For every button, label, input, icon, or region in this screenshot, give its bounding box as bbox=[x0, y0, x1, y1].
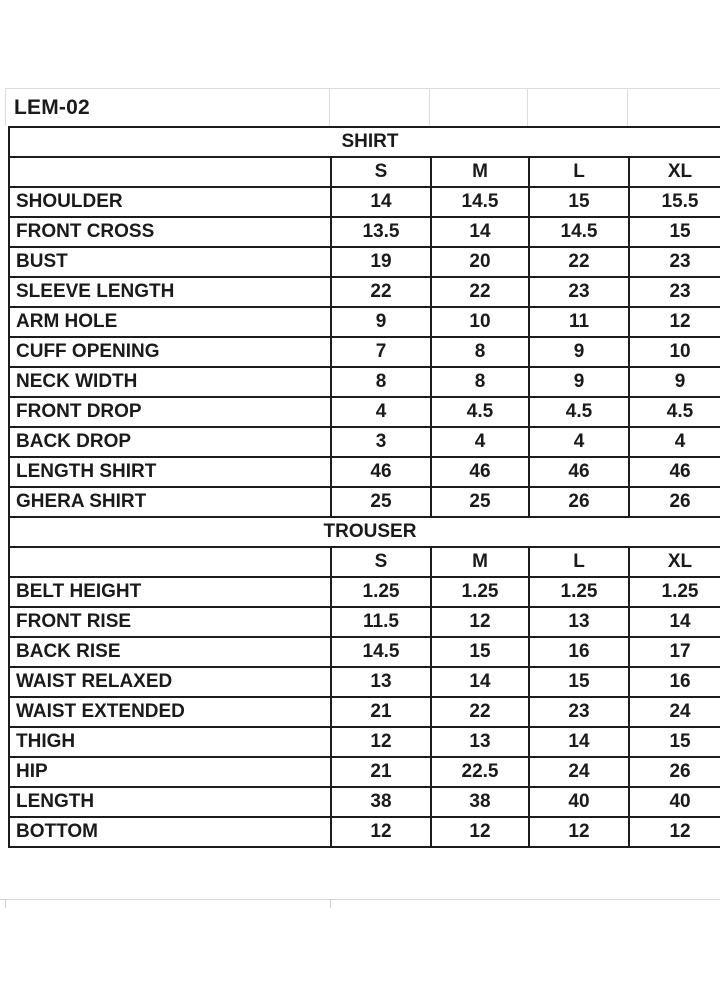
cell-value-s: 14 bbox=[331, 187, 431, 217]
cell-value-xl: 12 bbox=[629, 307, 720, 337]
table-row bbox=[9, 367, 720, 397]
cell-value-s: 21 bbox=[331, 697, 431, 727]
faint-gridline-stub bbox=[5, 899, 6, 908]
row-label: ARM HOLE bbox=[9, 307, 331, 337]
cell-value-m: 25 bbox=[431, 487, 529, 517]
cell-value-s: 7 bbox=[331, 337, 431, 367]
cell-value-xl: 4.5 bbox=[629, 397, 720, 427]
cell-value-s: 12 bbox=[331, 727, 431, 757]
cell-value-l: 11 bbox=[529, 307, 629, 337]
size-chart-table bbox=[8, 126, 720, 848]
cell-value-l: 9 bbox=[529, 337, 629, 367]
cell-value-s: 25 bbox=[331, 487, 431, 517]
cell-value-xl: 4 bbox=[629, 427, 720, 457]
cell-value-xl: 23 bbox=[629, 247, 720, 277]
sheet-label: LEM-02 bbox=[14, 95, 90, 119]
cell-value-m: 20 bbox=[431, 247, 529, 277]
cell-value-s: 14.5 bbox=[331, 637, 431, 667]
cell-value-l: 14.5 bbox=[529, 217, 629, 247]
trouser-section-title: TROUSER bbox=[9, 517, 720, 547]
corner-empty-cell bbox=[9, 547, 331, 577]
cell-value-l: 22 bbox=[529, 247, 629, 277]
cell-value-xl: 15.5 bbox=[629, 187, 720, 217]
row-label: BACK RISE bbox=[9, 637, 331, 667]
cell-value-xl: 24 bbox=[629, 697, 720, 727]
table-row bbox=[9, 277, 720, 307]
cell-value-m: 4.5 bbox=[431, 397, 529, 427]
cell-value-xl: 9 bbox=[629, 367, 720, 397]
cell-value-s: 1.25 bbox=[331, 577, 431, 607]
size-column-header-l: L bbox=[529, 547, 629, 577]
trouser-title-row bbox=[9, 517, 720, 547]
row-label: CUFF OPENING bbox=[9, 337, 331, 367]
empty-grid-cell bbox=[330, 89, 430, 126]
cell-value-m: 1.25 bbox=[431, 577, 529, 607]
cell-value-xl: 17 bbox=[629, 637, 720, 667]
cell-value-xl: 26 bbox=[629, 757, 720, 787]
table-row bbox=[9, 397, 720, 427]
trouser-section-body bbox=[9, 577, 720, 847]
size-column-header-s: S bbox=[331, 157, 431, 187]
cell-value-l: 14 bbox=[529, 727, 629, 757]
cell-value-s: 21 bbox=[331, 757, 431, 787]
empty-grid-cell bbox=[430, 89, 528, 126]
cell-value-l: 9 bbox=[529, 367, 629, 397]
row-label: FRONT CROSS bbox=[9, 217, 331, 247]
cell-value-s: 38 bbox=[331, 787, 431, 817]
row-label: THIGH bbox=[9, 727, 331, 757]
cell-value-s: 12 bbox=[331, 817, 431, 847]
cell-value-xl: 40 bbox=[629, 787, 720, 817]
cell-value-xl: 15 bbox=[629, 727, 720, 757]
cell-value-l: 23 bbox=[529, 277, 629, 307]
cell-value-m: 10 bbox=[431, 307, 529, 337]
cell-value-s: 8 bbox=[331, 367, 431, 397]
cell-value-l: 46 bbox=[529, 457, 629, 487]
row-label: GHERA SHIRT bbox=[9, 487, 331, 517]
cell-value-xl: 15 bbox=[629, 217, 720, 247]
row-label: HIP bbox=[9, 757, 331, 787]
table-row bbox=[9, 217, 720, 247]
cell-value-l: 24 bbox=[529, 757, 629, 787]
sheet-label-cell bbox=[5, 89, 330, 126]
table-row bbox=[9, 337, 720, 367]
cell-value-m: 13 bbox=[431, 727, 529, 757]
row-label: LENGTH bbox=[9, 787, 331, 817]
row-label: WAIST EXTENDED bbox=[9, 697, 331, 727]
row-label: SLEEVE LENGTH bbox=[9, 277, 331, 307]
cell-value-s: 9 bbox=[331, 307, 431, 337]
row-label: BOTTOM bbox=[9, 817, 331, 847]
cell-value-m: 8 bbox=[431, 337, 529, 367]
cell-value-l: 40 bbox=[529, 787, 629, 817]
cell-value-xl: 16 bbox=[629, 667, 720, 697]
cell-value-l: 1.25 bbox=[529, 577, 629, 607]
table-row bbox=[9, 187, 720, 217]
cell-value-l: 26 bbox=[529, 487, 629, 517]
faint-gridline-bottom bbox=[0, 899, 720, 900]
table-row bbox=[9, 817, 720, 847]
row-label: BELT HEIGHT bbox=[9, 577, 331, 607]
cell-value-m: 15 bbox=[431, 637, 529, 667]
row-label: FRONT RISE bbox=[9, 607, 331, 637]
cell-value-l: 23 bbox=[529, 697, 629, 727]
cell-value-m: 38 bbox=[431, 787, 529, 817]
table-row bbox=[9, 727, 720, 757]
cell-value-l: 4 bbox=[529, 427, 629, 457]
row-label: BUST bbox=[9, 247, 331, 277]
cell-value-m: 22 bbox=[431, 277, 529, 307]
empty-grid-cell bbox=[628, 89, 720, 126]
empty-grid-cell bbox=[528, 89, 628, 126]
corner-empty-cell bbox=[9, 157, 331, 187]
table-row bbox=[9, 757, 720, 787]
cell-value-m: 14 bbox=[431, 667, 529, 697]
shirt-section-title: SHIRT bbox=[9, 127, 720, 157]
cell-value-xl: 46 bbox=[629, 457, 720, 487]
row-label: BACK DROP bbox=[9, 427, 331, 457]
size-column-header-xl: XL bbox=[629, 157, 720, 187]
cell-value-l: 12 bbox=[529, 817, 629, 847]
cell-value-s: 13.5 bbox=[331, 217, 431, 247]
cell-value-m: 14.5 bbox=[431, 187, 529, 217]
size-column-header-m: M bbox=[431, 547, 529, 577]
cell-value-m: 12 bbox=[431, 607, 529, 637]
cell-value-xl: 1.25 bbox=[629, 577, 720, 607]
cell-value-m: 14 bbox=[431, 217, 529, 247]
cell-value-m: 22.5 bbox=[431, 757, 529, 787]
cell-value-m: 8 bbox=[431, 367, 529, 397]
cell-value-xl: 23 bbox=[629, 277, 720, 307]
shirt-section-body bbox=[9, 187, 720, 517]
table-row bbox=[9, 427, 720, 457]
table-row bbox=[9, 247, 720, 277]
cell-value-xl: 26 bbox=[629, 487, 720, 517]
cell-value-m: 22 bbox=[431, 697, 529, 727]
cell-value-l: 4.5 bbox=[529, 397, 629, 427]
size-column-header-l: L bbox=[529, 157, 629, 187]
row-label: SHOULDER bbox=[9, 187, 331, 217]
faint-gridline-stub bbox=[330, 899, 331, 908]
cell-value-s: 3 bbox=[331, 427, 431, 457]
cell-value-xl: 10 bbox=[629, 337, 720, 367]
cell-value-m: 46 bbox=[431, 457, 529, 487]
row-label: WAIST RELAXED bbox=[9, 667, 331, 697]
table-row bbox=[9, 697, 720, 727]
shirt-title-row bbox=[9, 127, 720, 157]
size-column-header-m: M bbox=[431, 157, 529, 187]
cell-value-m: 12 bbox=[431, 817, 529, 847]
table-row bbox=[9, 487, 720, 517]
cell-value-l: 15 bbox=[529, 187, 629, 217]
cell-value-s: 11.5 bbox=[331, 607, 431, 637]
size-column-header-s: S bbox=[331, 547, 431, 577]
table-row bbox=[9, 607, 720, 637]
cell-value-l: 15 bbox=[529, 667, 629, 697]
table-row bbox=[9, 667, 720, 697]
table-row bbox=[9, 577, 720, 607]
shirt-size-header-row bbox=[9, 157, 720, 187]
row-label: LENGTH SHIRT bbox=[9, 457, 331, 487]
sheet-header-row bbox=[5, 88, 720, 126]
cell-value-xl: 12 bbox=[629, 817, 720, 847]
table-row bbox=[9, 787, 720, 817]
cell-value-l: 16 bbox=[529, 637, 629, 667]
cell-value-s: 22 bbox=[331, 277, 431, 307]
cell-value-m: 4 bbox=[431, 427, 529, 457]
cell-value-xl: 14 bbox=[629, 607, 720, 637]
shirt-section-head bbox=[9, 127, 720, 187]
cell-value-s: 4 bbox=[331, 397, 431, 427]
row-label: FRONT DROP bbox=[9, 397, 331, 427]
trouser-section-head bbox=[9, 517, 720, 577]
cell-value-s: 13 bbox=[331, 667, 431, 697]
table-row bbox=[9, 637, 720, 667]
cell-value-s: 19 bbox=[331, 247, 431, 277]
size-column-header-xl: XL bbox=[629, 547, 720, 577]
table-row bbox=[9, 457, 720, 487]
cell-value-s: 46 bbox=[331, 457, 431, 487]
cell-value-l: 13 bbox=[529, 607, 629, 637]
row-label: NECK WIDTH bbox=[9, 367, 331, 397]
trouser-size-header-row bbox=[9, 547, 720, 577]
table-row bbox=[9, 307, 720, 337]
